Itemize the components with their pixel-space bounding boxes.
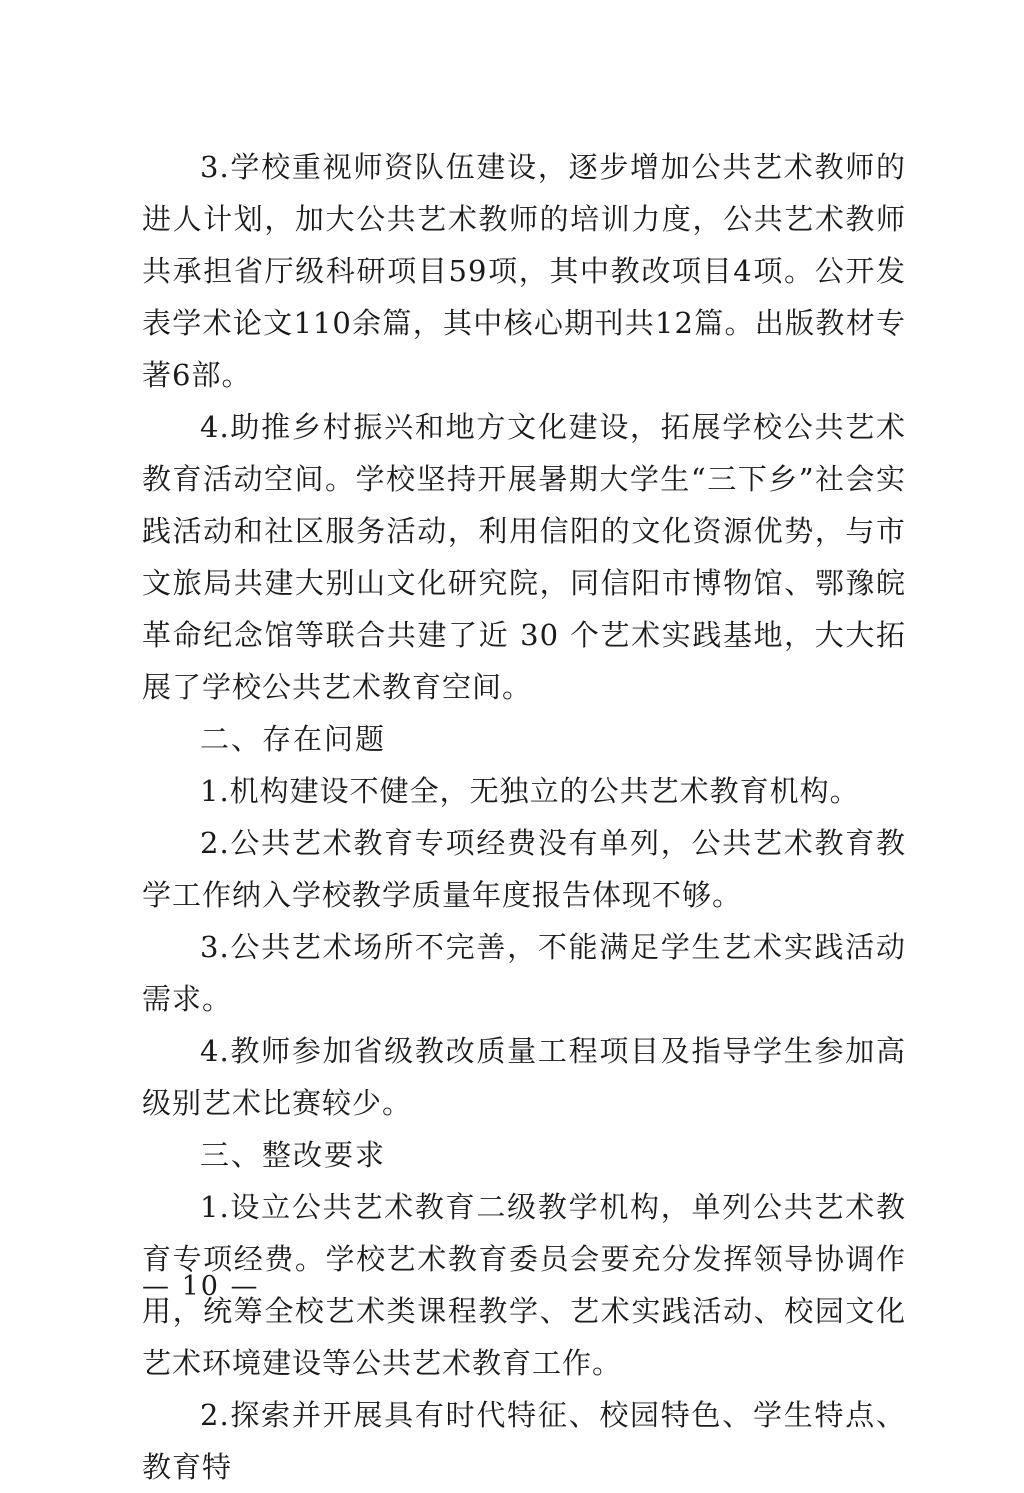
section-heading-requirements: 三、整改要求 [200, 1138, 387, 1172]
paragraph-problem-2: 2.公共艺术教育专项经费没有单列，公共艺术教育教学工作纳入学校教学质量年度报告体现不够。 [142, 826, 906, 912]
paragraph-requirement-1: 1.设立公共艺术教育二级教学机构，单列公共艺术教育专项经费。学校艺术教育委员会要充分发挥领导协调作用，统筹全校艺术类课程教学、艺术实践活动、校园文化艺术环境建设等公共艺术教育工作。 [142, 1190, 906, 1380]
paragraph-problem-1: 1.机构建设不健全，无独立的公共艺术教育机构。 [200, 774, 860, 808]
section-heading-problems: 二、存在问题 [200, 722, 387, 756]
paragraph-requirement-2: 2.探索并开展具有时代特征、校园特色、学生特点、教育特 [142, 1398, 906, 1484]
paragraph-problem-4: 4.教师参加省级教改质量工程项目及指导学生参加高级别艺术比赛较少。 [142, 1034, 906, 1120]
paragraph-rural-revitalization: 4.助推乡村振兴和地方文化建设，拓展学校公共艺术教育活动空间。学校坚持开展暑期大学生“三下乡”社会实践活动和社区服务活动，利用信阳的文化资源优势，与市文旅局共建大别山文化研究院，同信阳市博物馆、鄂豫皖革命纪念馆等联合共建了近 30 个艺术实践基地，大大拓展了学校公共艺术教育空间。 [142, 410, 906, 704]
paragraph-problem-3: 3.公共艺术场所不完善，不能满足学生艺术实践活动需求。 [142, 930, 906, 1016]
paragraph-teacher-team: 3.学校重视师资队伍建设，逐步增加公共艺术教师的进人计划，加大公共艺术教师的培训力度，公共艺术教师共承担省厅级科研项目59项，其中教改项目4项。公开发表学术论文110余篇，其中核心期刊共12篇。出版教材专著6部。 [142, 150, 906, 392]
page-number: — 10 — [142, 1271, 260, 1302]
